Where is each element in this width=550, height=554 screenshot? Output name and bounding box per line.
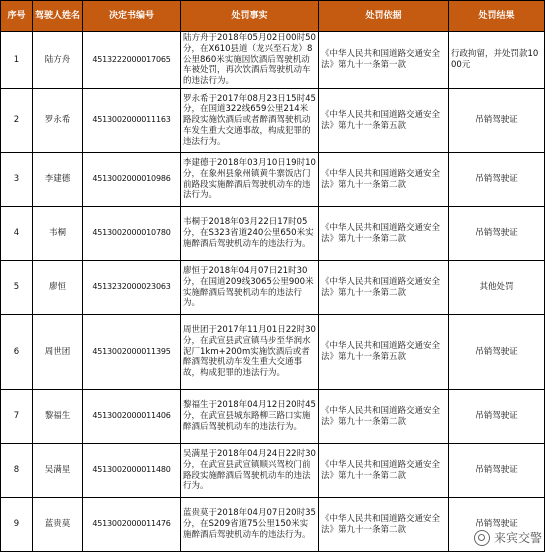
- cell-violation-facts: 李建德于2018年03月10日19时10分，在象州县象州镇黄牛寨饭店门前路段实施醉酒后驾驶机动车的违法行为。: [181, 153, 319, 207]
- cell-decision-number: 4513232000023063: [83, 261, 181, 315]
- header-violation-facts: 处罚事实: [181, 1, 319, 32]
- cell-violation-facts: 廖恒于2018年04月07日21时30分，在国道209线3065公里900米实施醉酒后驾驶机动车的违法行为。: [181, 261, 319, 315]
- cell-penalty-result: 吊销驾驶证: [449, 444, 545, 498]
- cell-decision-number: 4513002000011480: [83, 444, 181, 498]
- cell-decision-number: 4513002000010780: [83, 207, 181, 261]
- cell-driver-name: 陆方舟: [33, 32, 83, 89]
- cell-penalty-result: 吊销驾驶证: [449, 498, 545, 552]
- table-row: [1, 444, 545, 498]
- cell-decision-number: 4513222000017065: [83, 32, 181, 89]
- cell-index: 3: [1, 153, 33, 207]
- cell-index: 9: [1, 498, 33, 552]
- wechat-logo-icon: [474, 530, 490, 546]
- cell-violation-facts: 吴满星于2018年04月24日22时30分，在武宣县武宣镇顺兴驾校门前路段实施醉酒后驾驶机动车的违法行为。: [181, 444, 319, 498]
- cell-driver-name: 蓝贵莫: [33, 498, 83, 552]
- cell-index: 5: [1, 261, 33, 315]
- header-index: 序号: [1, 1, 33, 32]
- cell-driver-name: 韦桐: [33, 207, 83, 261]
- cell-index: 4: [1, 207, 33, 261]
- cell-violation-facts: 陆方舟于2018年05月02日00时50分，在X610县道（龙兴至石龙）8公里860米实施因饮酒后驾驶机动车被处罚，再次饮酒后驾驶机动车的违法行为。: [181, 32, 319, 89]
- cell-legal-basis: 《中华人民共和国道路交通安全法》第九十一条第二款: [319, 390, 449, 444]
- table-row: [1, 32, 545, 89]
- table-row: [1, 153, 545, 207]
- cell-legal-basis: 《中华人民共和国道路交通安全法》第九十一条第二款: [319, 153, 449, 207]
- watermark: [474, 529, 542, 546]
- cell-penalty-result: 行政拘留，并处罚款1000元: [449, 32, 545, 89]
- cell-driver-name: 罗永希: [33, 89, 83, 153]
- watermark-text: 来宾交警: [493, 531, 542, 545]
- table-row: [1, 498, 545, 552]
- cell-legal-basis: 《中华人民共和国道路交通安全法》第九十一条第二款: [319, 498, 449, 552]
- cell-violation-facts: 韦桐于2018年03月22日17时05分，在S323省道240公里650米实施醉酒后驾驶机动车的违法行为。: [181, 207, 319, 261]
- cell-legal-basis: 《中华人民共和国道路交通安全法》第九十一条第二款: [319, 261, 449, 315]
- cell-decision-number: 4513002000010986: [83, 153, 181, 207]
- cell-penalty-result: 吊销驾驶证: [449, 89, 545, 153]
- cell-index: 7: [1, 390, 33, 444]
- header-legal-basis: 处罚依据: [319, 1, 449, 32]
- cell-driver-name: 廖恒: [33, 261, 83, 315]
- table-row: [1, 315, 545, 390]
- table-row: [1, 261, 545, 315]
- cell-legal-basis: 《中华人民共和国道路交通安全法》第九十一条第一款: [319, 32, 449, 89]
- cell-penalty-result: 吊销驾驶证: [449, 153, 545, 207]
- table-row: [1, 207, 545, 261]
- cell-decision-number: 4513002000011406: [83, 390, 181, 444]
- header-decision-number: 决定书编号: [83, 1, 181, 32]
- cell-decision-number: 4513002000011476: [83, 498, 181, 552]
- cell-violation-facts: 蓝贵莫于2018年04月07日20时35分，在S209省道75公里150米实施醉酒后驾驶机动车的违法行为。: [181, 498, 319, 552]
- cell-index: 8: [1, 444, 33, 498]
- cell-driver-name: 周世团: [33, 315, 83, 390]
- cell-index: 6: [1, 315, 33, 390]
- cell-driver-name: 黎福生: [33, 390, 83, 444]
- cell-penalty-result: 吊销驾驶证: [449, 315, 545, 390]
- cell-violation-facts: 黎福生于2018年04月12日20时45分，在武宣县城东路柳三路口实施醉酒后驾驶机动车的违法行为。: [181, 390, 319, 444]
- header-penalty-result: 处罚结果: [449, 1, 545, 32]
- cell-index: 1: [1, 32, 33, 89]
- cell-legal-basis: 《中华人民共和国道路交通安全法》第九十一条第五款: [319, 315, 449, 390]
- cell-driver-name: 李建德: [33, 153, 83, 207]
- cell-violation-facts: 周世团于2017年11月01日22时30分，在武宣县武宣镇马步至华润水泥厂1km+200m实施饮酒后或者醉酒驾驶机动车发生重大交通事故，构成犯罪的违法行为。: [181, 315, 319, 390]
- cell-legal-basis: 《中华人民共和国道路交通安全法》第九十一条第二款: [319, 207, 449, 261]
- table-header-row: [1, 1, 545, 32]
- cell-penalty-result: 其他处罚: [449, 261, 545, 315]
- cell-legal-basis: 《中华人民共和国道路交通安全法》第九十一条第五款: [319, 89, 449, 153]
- table-row: [1, 89, 545, 153]
- cell-index: 2: [1, 89, 33, 153]
- cell-driver-name: 吴满星: [33, 444, 83, 498]
- cell-penalty-result: 吊销驾驶证: [449, 207, 545, 261]
- cell-violation-facts: 罗永希于2017年08月23日15时45分，在国道322线659公里214米路段实施饮酒后或者醉酒驾驶机动车发生重大交通事故，构成犯罪的违法行为。: [181, 89, 319, 153]
- header-driver-name: 驾驶人姓名: [33, 1, 83, 32]
- cell-decision-number: 4513002000011395: [83, 315, 181, 390]
- cell-decision-number: 4513002000011163: [83, 89, 181, 153]
- table-row: [1, 390, 545, 444]
- cell-penalty-result: 吊销驾驶证: [449, 390, 545, 444]
- cell-legal-basis: 《中华人民共和国道路交通安全法》第九十一条第二款: [319, 444, 449, 498]
